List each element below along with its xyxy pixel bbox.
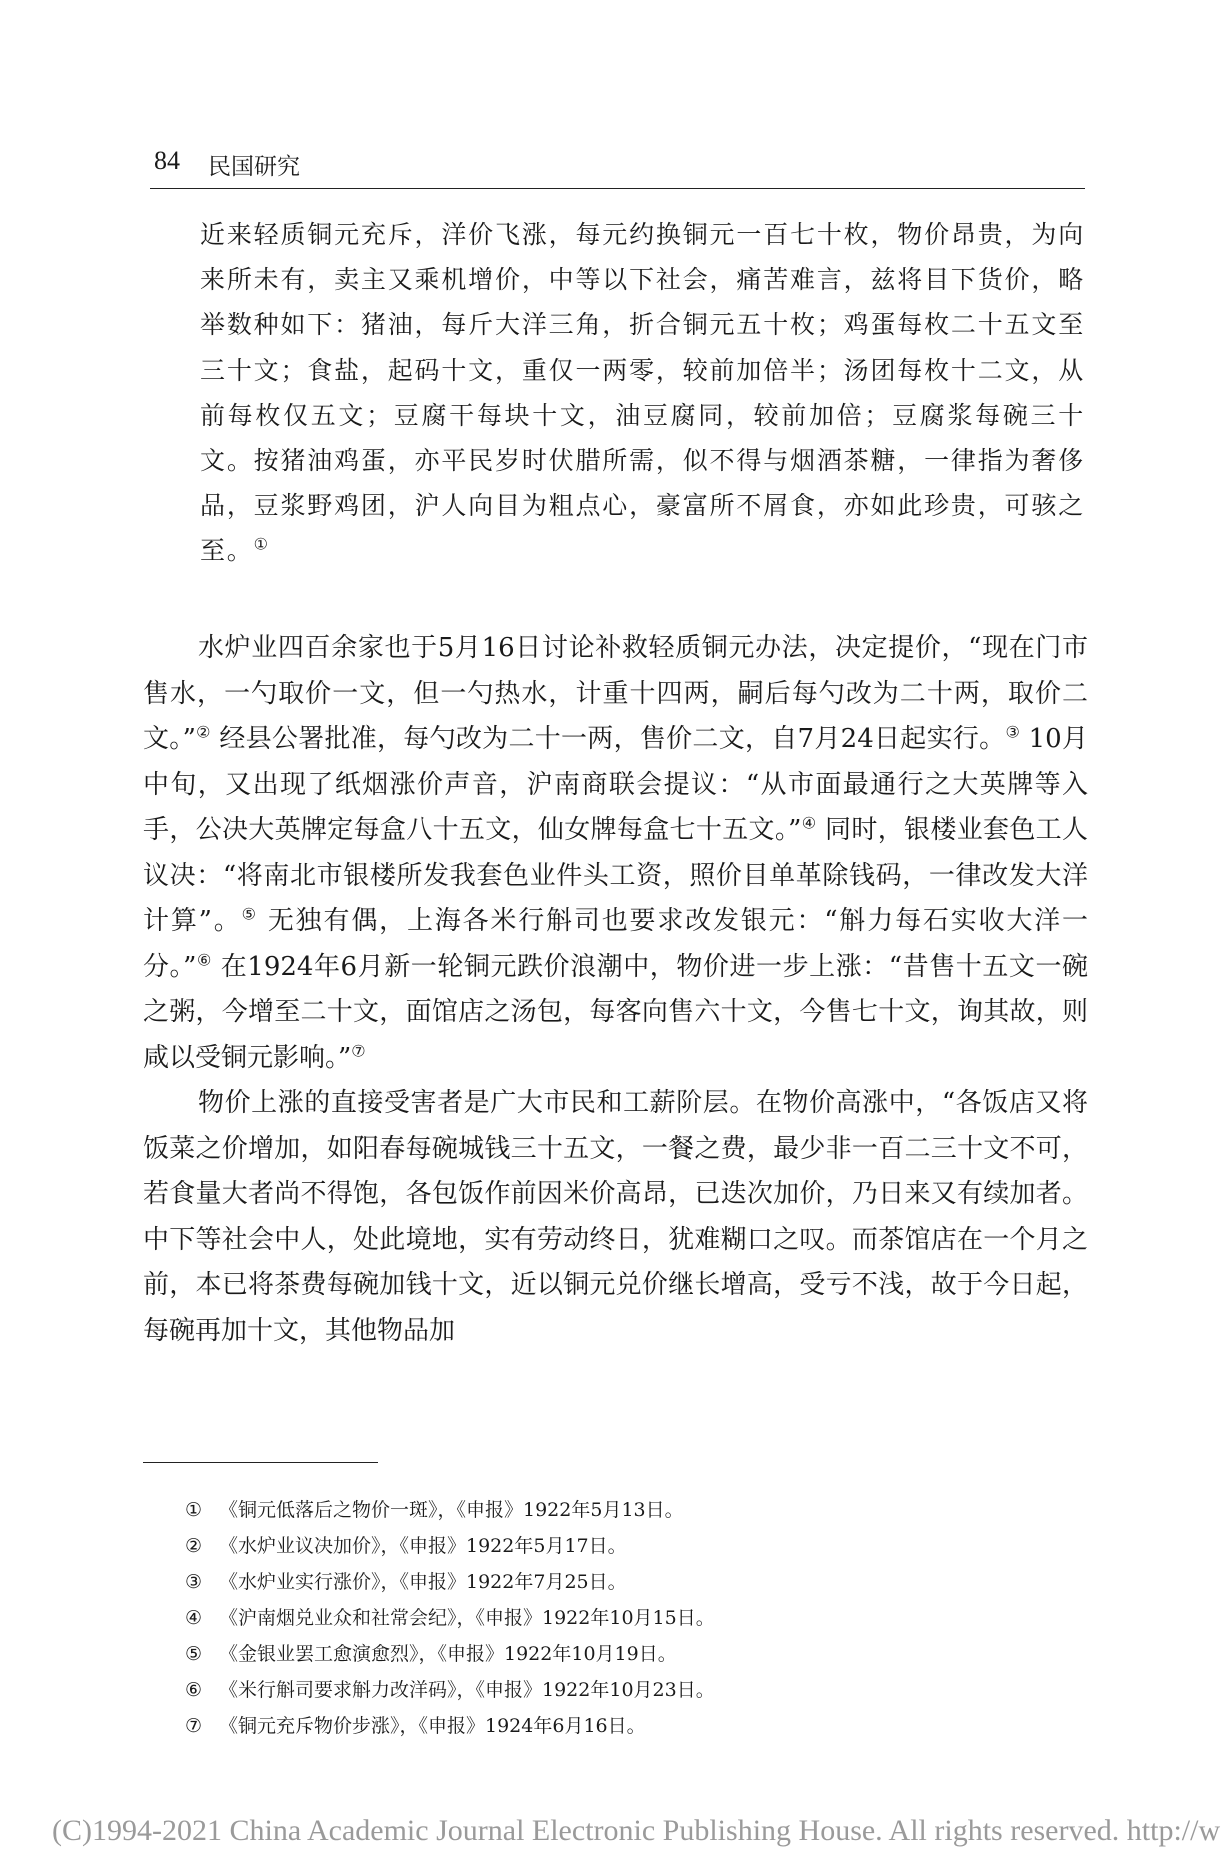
body-text (143, 626, 1088, 1354)
block-quote-text: 近来轻质铜元充斥，洋价飞涨，每元约换铜元一百七十枚，物价昂贵，为向来所未有，卖主又乘机增价，中等以下社会，痛苦难言，兹将目下货价，略举数种如下：猪油，每斤大洋三角，折合铜元五十枚；鸡蛋每枚二十五文至三十文；食盐，起码十文，重仅一两零，较前加倍半；汤团每枚十二文，从前每枚仅五文；豆腐干每块十文，油豆腐同，较前加倍；豆腐浆每碗三十文。按猪油鸡蛋，亦平民岁时伏腊所需，似不得与烟酒茶糖，一律指为奢侈品，豆浆野鸡团，沪人向目为粗点心，豪富所不屑食，亦如此珍贵，可骇之至。 (200, 220, 1085, 566)
footnote-3 (185, 1564, 1085, 1600)
footnote-6 (185, 1672, 1085, 1708)
footnote-text: 《铜元低落后之物价一斑》，《申报》1922年5月13日。 (219, 1499, 684, 1521)
journal-title: 民国研究 (208, 154, 300, 180)
footnote-mark: ③ (185, 1571, 203, 1593)
footnote-mark: ① (185, 1499, 203, 1521)
para1-text-3: 10月中旬，又出现了纸烟涨价声音，沪南商联会提议：“从市面最通行之大英牌等入手，公决大英牌定每盒八十五文，仙女牌每盒七十五文。” (143, 724, 1089, 845)
footnote-text: 《沪南烟兑业众和社常会纪》，《申报》1922年10月15日。 (219, 1607, 715, 1629)
footnote-ref-7: ⑦ (351, 1040, 366, 1060)
para1-text-4: 同时，银楼业套色工人议决：“将南北市银楼所发我套色业件头工资，照价目单革除钱码，一律改发大洋计算”。 (143, 815, 1089, 936)
para1-text-5: 无独有偶，上海各米行斛司也要求改发银元：“斛力每石实收大洋一分。” (143, 906, 1089, 982)
footnote-ref-3: ③ (1005, 722, 1021, 742)
paragraph-1 (143, 626, 1088, 1081)
footnote-text: 《米行斛司要求斛力改洋码》，《申报》1922年10月23日。 (219, 1679, 715, 1701)
footnote-text: 《水炉业实行涨价》，《申报》1922年7月25日。 (219, 1571, 627, 1593)
footnote-ref-2: ② (195, 722, 211, 742)
copyright-watermark: (C)1994-2021 China Academic Journal Electronic Publishing House. All rights reserved. http://w (52, 1814, 1221, 1847)
block-quote (200, 212, 1085, 574)
para1-text-6: 在1924年6月新一轮铜元跌价浪潮中，物价进一步上涨：“昔售十五文一碗之粥，今增至二十文，面馆店之汤包，每客向售六十文，今售七十文，询其故，则咸以受铜元影响。” (143, 951, 1089, 1073)
footnote-mark: ⑤ (185, 1643, 203, 1665)
footnote-text: 《铜元充斥物价步涨》，《申报》1924年6月16日。 (219, 1715, 646, 1737)
footnote-text: 《金银业罢工愈演愈烈》，《申报》1922年10月19日。 (219, 1643, 677, 1665)
para2-text: 物价上涨的直接受害者是广大市民和工薪阶层。在物价高涨中，“各饭店又将饭菜之价增加，如阳春每碗城钱三十五文，一餐之费，最少非一百二三十文不可，若食量大者尚不得饱，各包饭作前因米价高昂，已迭次加价，乃日来又有续加者。中下等社会中人，处此境地，实有劳动终日，犹难糊口之叹。而茶馆店在一个月之前，本已将茶费每碗加钱十文，近以铜元兑价继长增高，受亏不浅，故于今日起，每碗再加十文，其他物品加 (143, 1088, 1088, 1346)
page-header (150, 146, 1085, 189)
footnote-mark: ⑥ (185, 1679, 203, 1701)
footnote-mark: ④ (185, 1607, 203, 1629)
footnote-mark: ⑦ (185, 1715, 203, 1737)
page-number: 84 (154, 146, 180, 175)
footnote-7 (185, 1708, 1085, 1744)
footnote-ref-1: ① (253, 535, 270, 555)
footnote-divider (143, 1462, 378, 1463)
footnotes (185, 1492, 1085, 1744)
footnote-2 (185, 1528, 1085, 1564)
footnote-ref-4: ④ (801, 813, 817, 833)
footnote-ref-5: ⑤ (241, 904, 258, 924)
footnote-5 (185, 1636, 1085, 1672)
footnote-ref-6: ⑥ (196, 949, 212, 969)
para1-text-1: 水炉业四百余家也于5月16日讨论补救轻质铜元办法，决定提价，“现在门市售水，一勺取价一文，但一勺热水，计重十四两，嗣后每勺改为二十两，取价二文。” (143, 633, 1088, 754)
para1-text-2: 经县公署批准，每勺改为二十一两，售价二文，自7月24日起实行。 (210, 724, 1006, 754)
footnote-mark: ② (185, 1535, 203, 1557)
footnote-text: 《水炉业议决加价》，《申报》1922年5月17日。 (219, 1535, 627, 1557)
paragraph-2 (143, 1081, 1088, 1354)
footnote-4 (185, 1600, 1085, 1636)
footnote-1 (185, 1492, 1085, 1528)
